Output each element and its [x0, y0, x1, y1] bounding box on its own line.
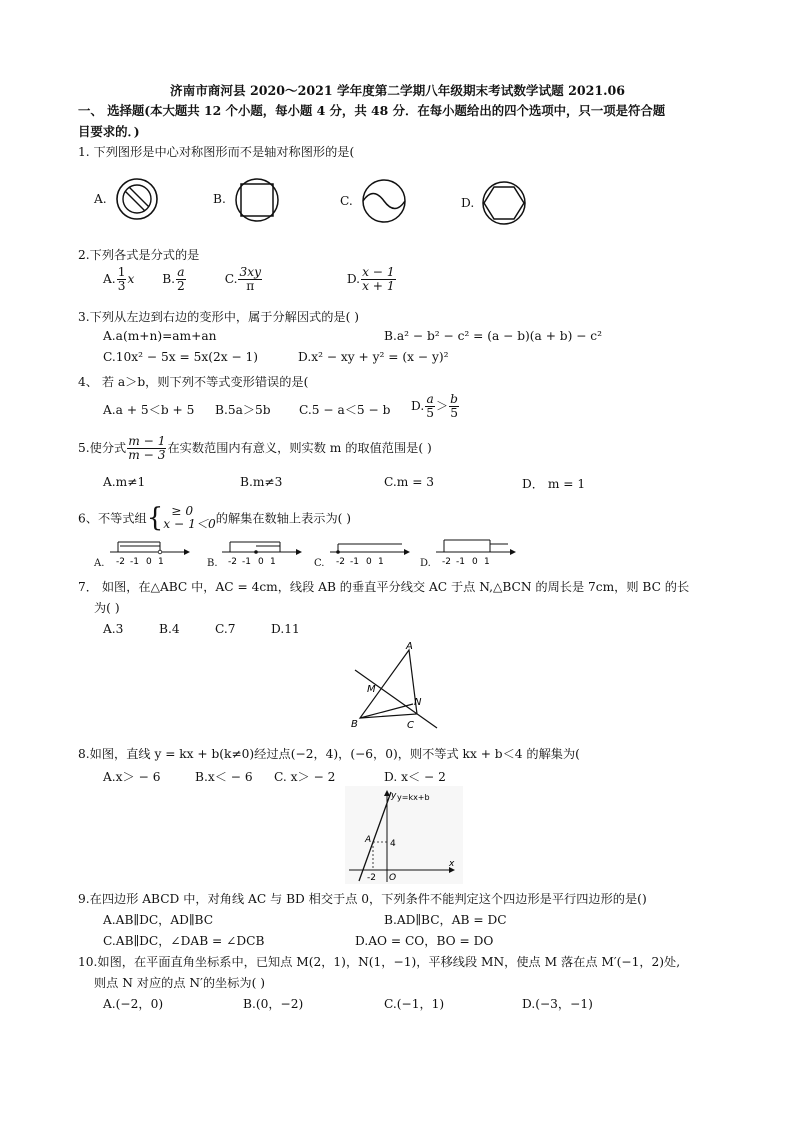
q2-d-numerator: x − 1 [362, 265, 395, 279]
q8-option-b: B.x＜ − 6 [195, 770, 253, 784]
q2-option-c-fraction [238, 266, 262, 293]
q6-number-line-a [108, 538, 190, 568]
q4-d-fraction-right [449, 393, 459, 420]
q7-option-b: B.4 [159, 622, 180, 636]
q2-option-b [162, 266, 187, 293]
q7-label-M: M [367, 684, 376, 695]
q5-option-d: D． m = 1 [522, 477, 586, 491]
q2-option-a-fraction [117, 266, 127, 293]
q2-options [103, 266, 397, 293]
q6-c-tick-neg2: -2 [336, 557, 345, 567]
q6-b-tick-neg1: -1 [242, 557, 251, 567]
q2-d-denominator: x + 1 [362, 278, 395, 293]
q2-option-a [103, 266, 134, 293]
q4-d-operator: ＞ [435, 398, 449, 413]
q10-option-b: B.(0，−2) [243, 997, 304, 1011]
q2-option-b-label: B. [162, 271, 176, 286]
q5-stem-prefix: 5.使分式 [78, 440, 127, 455]
q3-option-d: D.x² − xy + y² = (x − y)² [298, 350, 449, 364]
q8-option-d: D. x＜ − 2 [384, 770, 446, 784]
q2-c-numerator: 3xy [239, 265, 261, 279]
q2-c-denominator: π [246, 278, 255, 293]
q4-option-d [411, 393, 460, 420]
q5-stem [78, 435, 432, 462]
q2-a-variable: x [127, 271, 135, 286]
q8-stem: 8.如图，直线 y = kx + b(k≠0)经过点(−2，4)，(−6，0)，则不等式 kx + b＜4 的解集为( [78, 747, 580, 761]
q6-system-brace: { [146, 503, 164, 533]
q10-stem-line1: 10.如图，在平面直角坐标系中，已知点 M(2，1)，N(1，−1)，平移线段 MN，使点 M 落在点 M′(−1，2)处, [78, 955, 681, 969]
q4-option-d-label: D. [411, 398, 425, 413]
q7-option-c: C.7 [215, 622, 236, 636]
q6-option-d-label: D. [420, 558, 431, 569]
q6-c-tick-0: 0 [366, 557, 372, 567]
q6-system-line2: x − 1＜0 [163, 517, 216, 531]
q6-a-tick-1: 1 [158, 557, 164, 567]
q4-option-c: C.5 − a＜5 − b [299, 403, 391, 417]
q2-option-d-fraction [361, 266, 396, 293]
q8-line-graph-figure [345, 786, 463, 884]
q6-stem-suffix: 的解集在数轴上表示为( ) [215, 511, 352, 526]
q7-option-a: A.3 [103, 622, 124, 636]
q5-denominator: m − 3 [128, 447, 166, 462]
q4-d-denominator-right: 5 [450, 405, 458, 420]
q6-a-tick-neg1: -1 [130, 557, 139, 567]
q6-a-tick-neg2: -2 [116, 557, 125, 567]
q7-triangle-figure [345, 640, 445, 732]
q10-option-a: A.(−2，0) [103, 997, 164, 1011]
q2-option-d [347, 266, 397, 293]
q5-option-c: C.m = 3 [384, 475, 435, 489]
q2-option-b-fraction [176, 266, 186, 293]
q3-stem: 3.下列从左边到右边的变形中，属于分解因式的是( ) [78, 310, 359, 324]
q8-label-4: 4 [390, 839, 396, 849]
q1-option-a-label: A. [94, 192, 107, 206]
section-header-line2: 目要求的．) [78, 124, 140, 139]
section-header-line1: 一、 选择题(本大题共 12 个小题，每小题 4 分，共 48 分．在每小题给出的四个选项中，只一项是符合题 [78, 103, 666, 118]
q5-option-b: B.m≠3 [240, 475, 283, 489]
q2-b-numerator: a [177, 265, 185, 279]
q6-a-tick-0: 0 [146, 557, 152, 567]
q8-label-O: O [389, 873, 397, 883]
q4-d-fraction-left [425, 393, 435, 420]
q6-number-line-d [434, 536, 516, 568]
q8-label-x: x [449, 859, 455, 869]
q1-option-d-label: D. [461, 196, 475, 210]
q6-stem-prefix: 6、不等式组 [78, 511, 147, 526]
q2-b-denominator: 2 [177, 278, 185, 293]
q9-option-d: D.AO = CO，BO = DO [355, 934, 494, 948]
q8-label-y: y [391, 791, 397, 801]
q5-option-a: A.m≠1 [103, 475, 146, 489]
q8-option-a: A.x＞ − 6 [103, 770, 161, 784]
q10-option-d: D.(−3，−1) [522, 997, 593, 1011]
q6-b-tick-1: 1 [270, 557, 276, 567]
q2-option-a-label: A. [103, 271, 116, 286]
q7-option-d: D.11 [271, 622, 300, 636]
q7-stem-line1: 7． 如图，在△ABC 中，AC = 4cm，线段 AB 的垂直平分线交 AC 于点 N,△BCN 的周长是 7cm，则 BC 的长 [78, 580, 690, 594]
q10-stem-line2: 则点 N 对应的点 N′的坐标为( ) [94, 976, 265, 990]
q6-stem [78, 505, 351, 531]
q2-a-numerator: 1 [117, 265, 126, 279]
q3-option-a: A.a(m+n)=am+an [103, 329, 217, 343]
q9-option-a: A.AB∥DC，AD∥BC [103, 913, 214, 927]
q1-stem: 1. 下列图形是中心对称图形而不是轴对称图形的是( [78, 145, 355, 159]
q6-number-line-b [220, 538, 302, 568]
q8-label-equation: y=kx+b [397, 793, 430, 802]
q5-fraction [127, 435, 166, 462]
q1-figure-d-hexagon-in-circle [480, 179, 528, 227]
q8-label-A: A [365, 835, 372, 845]
q7-label-N: N [414, 697, 422, 708]
q6-c-tick-1: 1 [378, 557, 384, 567]
q6-d-tick-neg1: -1 [456, 557, 465, 567]
q3-option-b: B.a² − b² − c² = (a − b)(a + b) − c² [384, 329, 603, 343]
exam-title: 济南市商河县 2020～2021 学年度第二学期八年级期末考试数学试题 2021.06 [170, 83, 626, 98]
q6-d-tick-neg2: -2 [442, 557, 451, 567]
q9-option-b: B.AD∥BC，AB = DC [384, 913, 507, 927]
q6-option-b-label: B. [207, 558, 218, 569]
q2-option-d-label: D. [346, 271, 361, 286]
q9-option-c: C.AB∥DC，∠DAB = ∠DCB [103, 934, 265, 948]
q4-d-denominator-left: 5 [426, 405, 434, 420]
q2-stem: 2.下列各式是分式的是 [78, 248, 200, 262]
q4-option-b: B.5a＞5b [215, 403, 271, 417]
q6-b-tick-neg2: -2 [228, 557, 237, 567]
q3-option-c: C.10x² − 5x = 5x(2x − 1) [103, 350, 259, 364]
q7-label-A: A [406, 641, 413, 652]
q1-option-c-label: C. [340, 194, 353, 208]
q6-option-a-label: A. [94, 558, 105, 569]
q6-system [163, 505, 216, 531]
q7-label-C: C [407, 720, 414, 731]
q9-stem: 9.在四边形 ABCD 中，对角线 AC 与 BD 相交于点 0，下列条件不能判定这个四边形是平行四边形的是() [78, 892, 647, 906]
q4-d-numerator-left: a [426, 392, 434, 406]
q6-option-c-label: C. [314, 558, 325, 569]
q1-figure-b-square-in-circle [234, 177, 280, 223]
q6-c-tick-neg1: -1 [350, 557, 359, 567]
q2-a-denominator: 3 [117, 278, 126, 293]
q6-d-tick-1: 1 [484, 557, 490, 567]
q1-figure-a-prohibition-circle [115, 177, 159, 221]
q10-option-c: C.(−1，1) [384, 997, 445, 1011]
q2-option-c [225, 266, 263, 293]
q7-stem-line2: 为( ) [94, 601, 120, 615]
q4-option-a: A.a + 5＜b + 5 [103, 403, 195, 417]
q6-system-line1: ≥ 0 [171, 504, 194, 519]
q4-stem: 4、 若 a＞b，则下列不等式变形错误的是( [78, 375, 309, 389]
q4-d-numerator-right: b [450, 392, 458, 406]
q6-number-line-c [328, 538, 410, 568]
q7-label-B: B [351, 719, 358, 730]
q5-numerator: m − 1 [128, 434, 166, 448]
q8-option-c: C. x＞ − 2 [274, 770, 336, 784]
q2-option-c-label: C. [224, 271, 238, 286]
q6-d-tick-0: 0 [472, 557, 478, 567]
q8-label-neg2: -2 [367, 873, 376, 883]
q5-stem-suffix: 在实数范围内有意义，则实数 m 的取值范围是( ) [167, 440, 432, 455]
q6-b-tick-0: 0 [258, 557, 264, 567]
q1-option-b-label: B. [213, 192, 226, 206]
q1-figure-c-yin-yang-curve [360, 178, 408, 224]
